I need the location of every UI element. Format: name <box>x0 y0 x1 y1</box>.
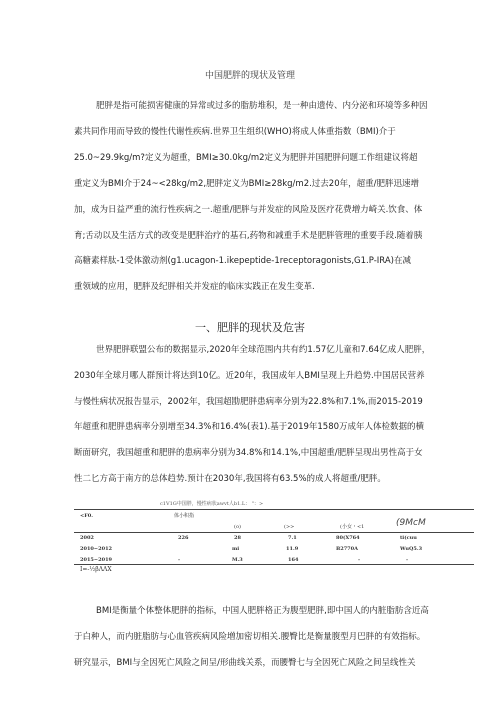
table-cell: M.3 <box>232 557 243 563</box>
table-bottom-rule <box>74 564 474 565</box>
text-line: 与慢性病状况报告显示，2002年，我国超勖肥胖患病率分别为22.8%和7.1%,而2015-2019 <box>74 397 423 407</box>
text-line: 肥胖是指可能损害健康的异常或过多的脂肪堆积，是一种由遗传、内分泌和环境等多种因 <box>96 101 428 111</box>
page-title: 中国肥胖的现状及管理 <box>204 71 295 81</box>
text-line: 断面研究，我国超重和肥胖的患病率分别为34.8%和14.1%,中国超重/肥胖呈现出男性高于女 <box>74 448 423 458</box>
table-cell: - <box>358 557 361 563</box>
table-row-label: 2010~2012 <box>80 546 113 552</box>
table-cell: - <box>406 557 409 563</box>
text-line: 25.0~29.9kg/m?定义为超重，BMI≥30.0kg/m2定义为肥胖并国肥胖问题工作组建议将超 <box>74 153 418 163</box>
table-cell: 28 <box>234 535 241 541</box>
text-line: 2030年全球月哪人群预计将达到10亿。近20年，我国成年人BMI呈现上升趋势.中国居民营养 <box>74 371 425 381</box>
table-header-cell: (9McM <box>396 518 426 528</box>
table-header-cell: (小女・<1 <box>340 524 365 530</box>
table-row-label: 2002 <box>80 535 94 541</box>
table-cell: 80(X764 <box>336 535 360 541</box>
table-cell: 164 <box>288 557 299 563</box>
table-caption: c1V1G中国胖，慢性病状awvt人b1.L： "：> <box>160 501 264 507</box>
text-line: 重定义为BMI介于24~<28kg/m2,肥胖定义为BMI≥28kg/m2.过去20年，超重/肥胖迅速增 <box>74 179 419 189</box>
text-line: 年超重和肥胖患病率分别增至34.3%和16.4%(表1).基于2019年1580万成年人体检数据的横 <box>74 422 425 432</box>
text-line: 世界肥胖联盟公布的数据显示,2020年全球范围内共有约1.57亿儿童和7.64亿成人肥胖， <box>96 345 431 355</box>
table-cell: B2770A <box>336 546 359 552</box>
table-header-cell: (>> <box>284 524 295 530</box>
table-cell: - <box>178 557 181 563</box>
text-line: BMI是衡量个体整体肥胖的指标，中国人肥胖格正为腹型肥胖,即中国人的内脏脂肪含近高 <box>96 606 429 616</box>
table-cell: 11.9 <box>286 546 299 552</box>
text-line: 研究显示，BMI与全因死亡风险之间呈/形曲线关系，而腰臀七与全因死亡风险之间呈线性关 <box>74 658 416 668</box>
section-heading: 一、肥胖的现状及危害 <box>195 321 305 334</box>
table-cell: WuQ5.3 <box>400 546 423 552</box>
table-top-rule <box>74 509 474 510</box>
data-table <box>74 498 474 574</box>
text-line: 重领域的应用，肥胖及纪胖相关并发症的临床实践正在发生变革. <box>74 282 315 292</box>
table-cell: mi <box>232 546 240 552</box>
table-cell: 226 <box>178 535 189 541</box>
table-header-cell: 体小积指 <box>174 513 195 519</box>
text-line: 高糖素样肽-1受体激动剂(g1.ucagon-1.ikepeptide-1receptoragonists,G1.P-IRA)在减 <box>74 256 411 266</box>
text-line: 性二匕方高于南方的总体趋势.预计在2030年,我国将有63.5%的成人将超重/肥胖。 <box>74 474 386 484</box>
text-line: 素共同作用而导致的慢性代谢性疾病.世界卫生组织(WHO)将成人体重指数（BMI)介于 <box>74 127 396 137</box>
text-line: 加，成为日益严重的流行性疾病之一.超重/肥胖与并发症的风险及医疗花费増力崎关.饮食、体 <box>74 205 423 215</box>
table-header-cell: (o) <box>234 524 241 530</box>
table-header-rule <box>74 532 474 533</box>
table-header-cell: <F0. <box>80 513 93 519</box>
text-line: 育;舌动以及生活方式的改变是肥胖治疗的基石,药物和减重手术是肥胖管理的重要手段.随着胰 <box>74 231 423 241</box>
text-line: 于白种人，而内脏脂肪与心血管疾病风险増加密切相关.腰臀比是衡量腹型月巴胖的有效指标。 <box>74 632 426 642</box>
table-cell: 7.1 <box>288 535 297 541</box>
table-cell: ti(cuu <box>400 535 417 541</box>
table-row-label: 2015~2019 <box>80 557 113 563</box>
table-note: I=-½βΛΛX <box>80 566 112 573</box>
